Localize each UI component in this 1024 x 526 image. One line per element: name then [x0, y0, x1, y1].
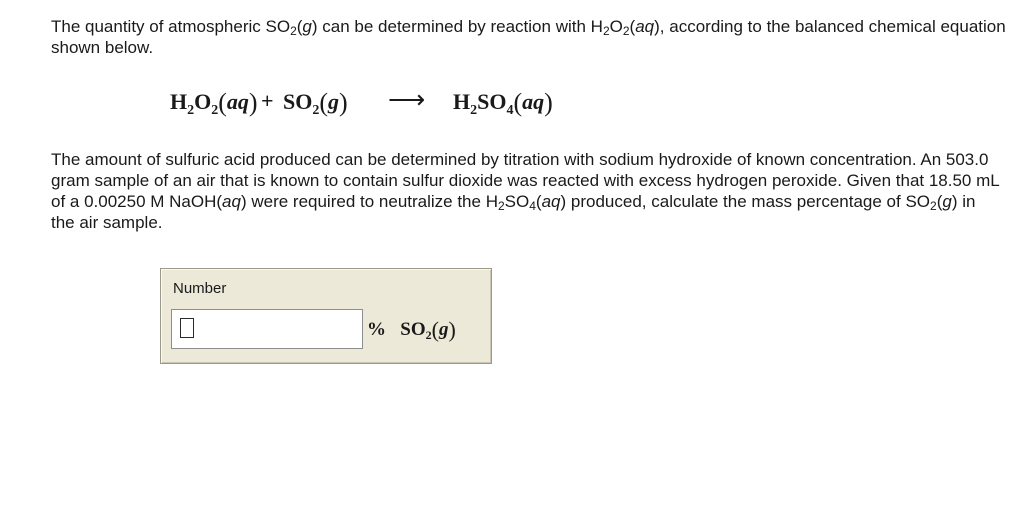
state-symbol: aq — [222, 192, 241, 211]
equation-reactant-h2o2 — [170, 88, 258, 118]
subscript: 4 — [506, 103, 514, 118]
problem-text-part: ) produced, calculate the mass percentage of SO — [560, 192, 930, 211]
close-paren: ) — [339, 88, 348, 117]
answer-unit — [367, 317, 456, 343]
plus-sign: + — [261, 88, 274, 113]
intro-text-part: ), according to the balanced chemical equation shown below. — [51, 17, 1006, 57]
intro-text-part: The quantity of atmospheric SO — [51, 17, 291, 36]
state-symbol: aq — [635, 17, 655, 36]
element-symbol: H — [453, 89, 471, 114]
problem-text — [51, 149, 1001, 233]
element-symbol: SO — [400, 319, 426, 340]
intro-text-part: O — [609, 17, 623, 36]
subscript: 2 — [470, 103, 478, 118]
element-symbol: SO — [477, 89, 507, 114]
state-symbol: aq — [226, 89, 249, 114]
open-paren: ( — [218, 88, 227, 117]
subscript: 4 — [529, 199, 536, 213]
state-symbol: g — [302, 17, 312, 36]
intro-text-part: ) can be determined by reaction with H — [311, 17, 603, 36]
problem-text-part: ( — [535, 192, 542, 211]
open-paren: ( — [431, 317, 439, 342]
state-symbol: g — [942, 192, 952, 211]
subscript: 2 — [290, 24, 297, 38]
state-symbol: g — [328, 89, 340, 114]
answer-label: Number — [173, 280, 227, 297]
subscript: 2 — [622, 24, 630, 38]
state-symbol: g — [438, 319, 449, 340]
number-input[interactable] — [171, 309, 363, 349]
close-paren: ) — [544, 88, 553, 117]
intro-text — [51, 16, 1011, 58]
open-paren: ( — [319, 88, 329, 117]
subscript: 2 — [312, 103, 320, 118]
subscript: 2 — [602, 24, 610, 38]
equation-reactant-so2 — [283, 88, 348, 118]
subscript: 2 — [187, 103, 195, 118]
subscript: 2 — [930, 199, 937, 213]
state-symbol: aq — [522, 89, 545, 114]
text-cursor-icon — [180, 318, 194, 338]
answer-panel — [160, 268, 492, 364]
reaction-arrow-icon: ⟶ — [388, 85, 426, 114]
subscript: 2 — [211, 103, 219, 118]
problem-text-part: The amount of sulfuric acid produced can be determined by titration with sodium hydroxide of known concentration. An 503.0 gram sample of an air that is known to contain sulfur dioxide was reacted with excess hydrogen peroxide. Given that 18.50 mL of a 0.00250 M NaOH( — [51, 150, 1000, 211]
percent-sign: % — [367, 319, 386, 340]
close-paren: ) — [248, 88, 258, 117]
intro-text-part: ( — [296, 17, 303, 36]
state-symbol: aq — [541, 192, 561, 211]
intro-text-part: ( — [629, 17, 636, 36]
problem-text-part: ) were required to neutralize the H — [240, 192, 498, 211]
problem-text-part: SO — [504, 192, 530, 211]
element-symbol: H — [170, 89, 188, 114]
problem-text-part: ) in the air sample. — [51, 192, 976, 232]
equation-product-h2so4 — [453, 88, 553, 118]
open-paren: ( — [513, 88, 523, 117]
element-symbol: O — [194, 89, 212, 114]
element-symbol: SO — [283, 89, 313, 114]
subscript: 2 — [425, 328, 432, 342]
problem-text-part: ( — [936, 192, 943, 211]
close-paren: ) — [448, 317, 456, 342]
subscript: 2 — [497, 199, 505, 213]
